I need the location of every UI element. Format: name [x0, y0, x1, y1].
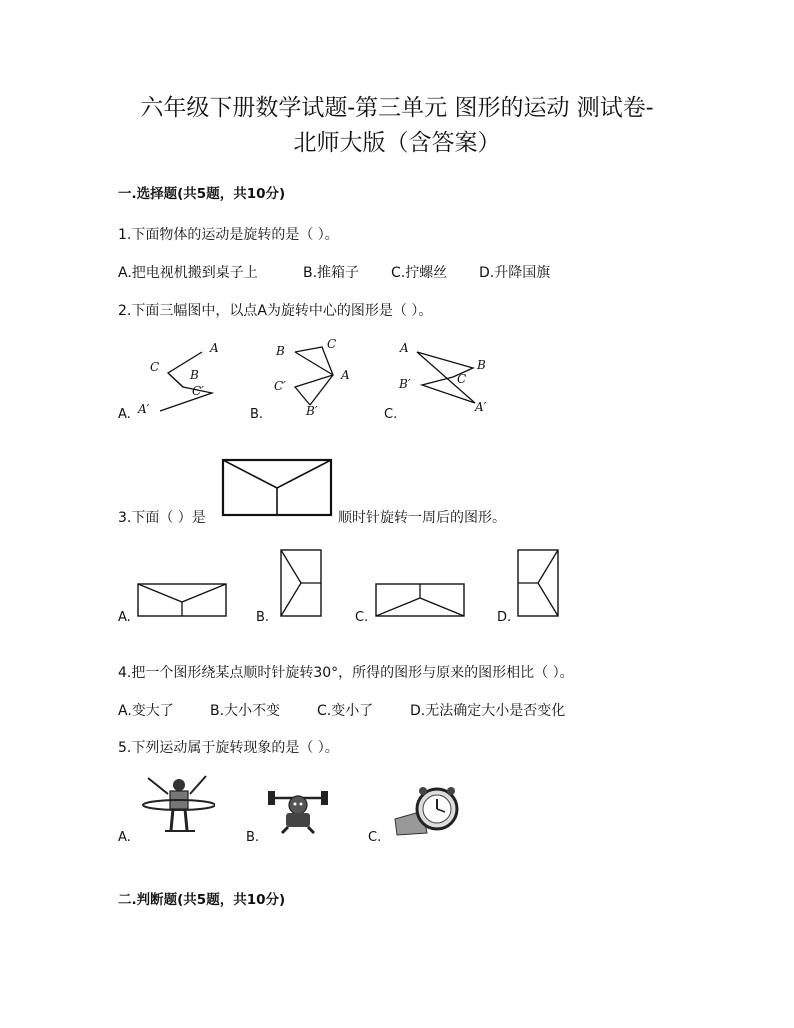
question-4-option-c: C.变小了 — [317, 703, 374, 719]
point-label-c: C — [150, 360, 160, 374]
question-2-figure-a — [130, 335, 240, 420]
question-1-stem: 1.下面物体的运动是旋转的是（ ）。 — [118, 227, 339, 243]
point-label-a: A — [400, 341, 409, 355]
question-3-option-d-figure — [516, 548, 562, 620]
question-3-option-a-figure — [136, 582, 230, 620]
question-2-figure-b — [268, 335, 368, 420]
question-3-stem-before: 3.下面（ ）是 — [118, 510, 206, 526]
question-2-stem: 2.下面三幅图中，以点A为旋转中心的图形是（ ）。 — [118, 303, 433, 319]
question-3-stem-after: 顺时针旋转一周后的图形。 — [338, 510, 506, 526]
point-label-a: A — [341, 368, 350, 382]
point-label-a: A — [210, 341, 219, 355]
question-2-figure-c — [395, 335, 505, 420]
point-label-c-prime: C′ — [274, 379, 286, 393]
question-2-option-a-label: A. — [118, 407, 131, 422]
point-label-c: C — [457, 372, 467, 386]
clock-picture — [393, 785, 467, 837]
question-5-stem: 5.下列运动属于旋转现象的是（ ）。 — [118, 740, 339, 756]
question-3-option-c-figure — [374, 582, 468, 620]
question-3-option-b-label: B. — [256, 610, 270, 625]
question-3-option-c-label: C. — [355, 610, 369, 625]
question-2-option-c-label: C. — [384, 407, 398, 422]
page-title-line-1: 六年级下册数学试题-第三单元 图形的运动 测试卷- — [140, 95, 654, 121]
point-label-c-prime: C′ — [192, 384, 204, 398]
page-title-line-2: 北师大版（含答案） — [293, 130, 501, 156]
question-2-option-b-label: B. — [250, 407, 264, 422]
question-3-reference-figure — [221, 458, 335, 520]
weightlifting-picture — [266, 785, 330, 835]
point-label-b-prime: B′ — [399, 377, 411, 391]
question-3-option-a-label: A. — [118, 610, 131, 625]
point-label-c: C — [327, 337, 337, 351]
question-4-option-b: B.大小不变 — [210, 703, 281, 719]
question-1-option-c: C.拧螺丝 — [391, 265, 448, 281]
question-1-option-b: B.推箱子 — [303, 265, 360, 281]
question-4-stem: 4.把一个图形绕某点顺时针旋转30°，所得的图形与原来的图形相比（ ）。 — [118, 665, 574, 681]
point-label-a-prime: A′ — [138, 402, 150, 416]
point-label-b-prime: B′ — [306, 404, 318, 418]
question-4-option-d: D.无法确定大小是否变化 — [410, 703, 566, 719]
point-label-a-prime: A′ — [475, 400, 487, 414]
point-label-b: B — [276, 344, 285, 358]
question-3-option-b-figure — [279, 548, 325, 620]
question-5-option-c-label: C. — [368, 830, 382, 845]
question-1-option-d: D.升降国旗 — [479, 265, 551, 281]
question-4-option-a: A.变大了 — [118, 703, 174, 719]
question-3-option-d-label: D. — [497, 610, 512, 625]
point-label-b: B — [477, 358, 486, 372]
question-5-option-a-label: A. — [118, 830, 131, 845]
point-label-b: B — [190, 368, 199, 382]
question-1-option-a: A.把电视机搬到桌子上 — [118, 265, 258, 281]
section-2-heading: 二.判断题(共5题，共10分) — [118, 892, 286, 908]
hula-hoop-picture — [140, 772, 215, 834]
question-5-option-b-label: B. — [246, 830, 260, 845]
section-1-heading: 一.选择题(共5题，共10分) — [118, 186, 286, 202]
